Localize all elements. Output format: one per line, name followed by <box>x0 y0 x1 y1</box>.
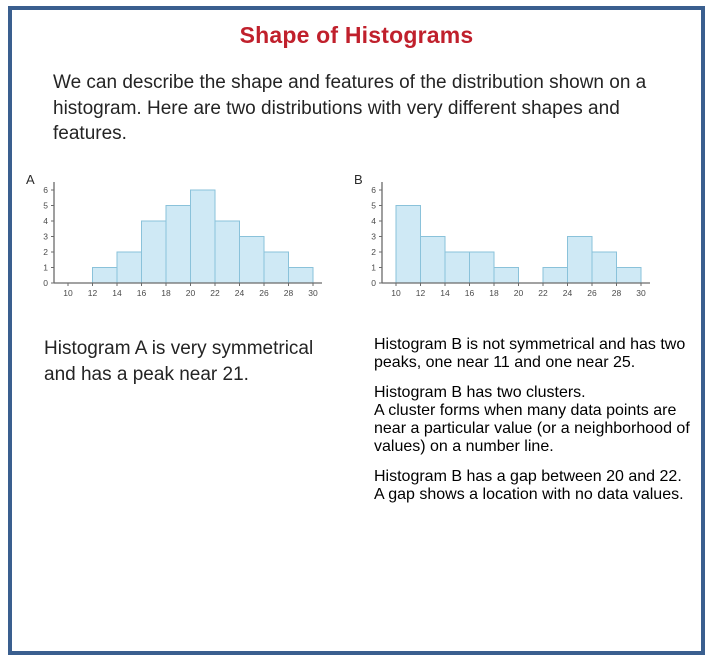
histogram-b <box>354 172 658 306</box>
caption-b-gap: Histogram B has a gap between 20 and 22. A gap shows a location with no data values. <box>374 468 684 503</box>
histogram-b-label: B <box>354 172 363 187</box>
svg-text:12: 12 <box>87 288 98 298</box>
svg-text:18: 18 <box>161 288 171 298</box>
svg-text:28: 28 <box>283 288 294 298</box>
svg-text:10: 10 <box>63 288 73 298</box>
svg-text:6: 6 <box>43 185 48 195</box>
svg-text:5: 5 <box>371 200 376 211</box>
svg-text:4: 4 <box>371 216 376 226</box>
slide-border-frame <box>8 6 705 655</box>
svg-text:1: 1 <box>371 262 376 273</box>
svg-text:16: 16 <box>464 288 475 298</box>
svg-text:24: 24 <box>234 288 245 298</box>
caption-b-clusters-definition: A cluster forms when many data points are near a particular value (or a neighborhood of values) on a number line. <box>374 402 690 455</box>
caption-b-clusters <box>374 384 694 456</box>
svg-text:2: 2 <box>371 247 376 257</box>
svg-text:12: 12 <box>415 288 426 298</box>
svg-text:10: 10 <box>391 288 401 298</box>
svg-text:22: 22 <box>538 288 548 298</box>
histogram-b-plot <box>358 176 658 304</box>
intro-text: We can describe the shape and features of the distribution shown on a histogram. Here are two distributions with very different shapes and features. <box>53 72 647 144</box>
svg-text:3: 3 <box>371 231 376 242</box>
svg-text:30: 30 <box>636 288 646 298</box>
caption-histogram-a: Histogram A is very symmetrical and has a peak near 21. <box>44 338 314 385</box>
caption-b-clusters-intro: Histogram B has two clusters. <box>374 384 586 401</box>
svg-text:20: 20 <box>185 288 196 298</box>
svg-text:30: 30 <box>308 288 318 298</box>
histogram-a <box>26 172 330 306</box>
caption-histogram-b-column <box>374 336 694 516</box>
svg-text:0: 0 <box>43 278 48 288</box>
caption-b-shape: Histogram B is not symmetrical and has two peaks, one near 11 and one near 25. <box>374 336 686 371</box>
svg-text:22: 22 <box>210 288 220 298</box>
svg-text:26: 26 <box>587 288 597 298</box>
histogram-a-plot <box>30 176 330 304</box>
histogram-a-label: A <box>26 172 35 187</box>
svg-text:26: 26 <box>259 288 269 298</box>
svg-text:16: 16 <box>136 288 147 298</box>
svg-text:28: 28 <box>611 288 622 298</box>
svg-text:14: 14 <box>112 288 122 298</box>
svg-text:20: 20 <box>513 288 524 298</box>
svg-text:3: 3 <box>43 231 48 242</box>
svg-text:2: 2 <box>43 247 48 257</box>
svg-text:18: 18 <box>489 288 499 298</box>
svg-text:24: 24 <box>562 288 573 298</box>
page-title: Shape of Histograms <box>239 22 474 48</box>
svg-text:6: 6 <box>371 185 376 195</box>
svg-text:0: 0 <box>371 278 376 288</box>
svg-text:14: 14 <box>440 288 450 298</box>
svg-text:5: 5 <box>43 200 48 211</box>
svg-text:4: 4 <box>43 216 48 226</box>
svg-text:1: 1 <box>43 262 48 273</box>
